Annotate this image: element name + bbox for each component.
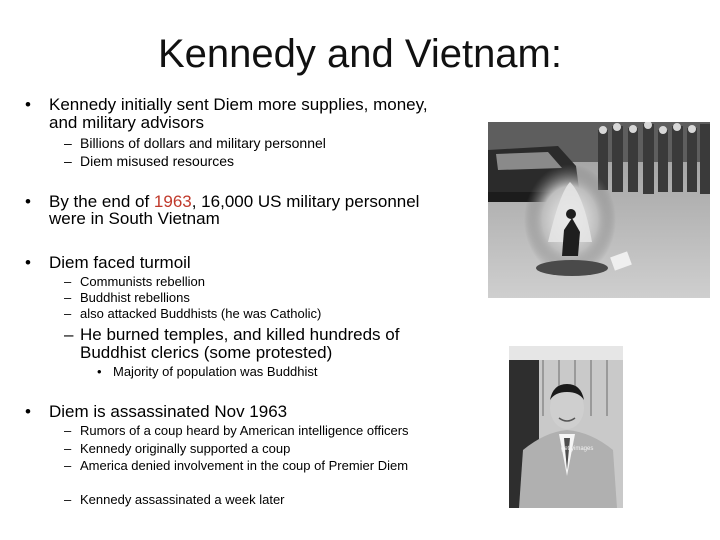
bullet-4-sub-2: Kennedy originally supported a coup (80, 441, 291, 456)
bullet-3-big-sub-line-1: He burned temples, and killed hundreds of (80, 325, 400, 344)
bullet-dot: • (25, 95, 31, 114)
bullet-3-sub-3: also attacked Buddhists (he was Catholic) (80, 306, 322, 321)
bullet-1-line-2: and military advisors (49, 113, 204, 132)
sub-dash: – (64, 325, 74, 344)
bullet-dot: • (97, 364, 102, 379)
sub-dash: – (64, 458, 72, 473)
sub-dash: – (64, 492, 72, 507)
sub-dash: – (64, 423, 72, 438)
bullet-1-line-1: Kennedy initially sent Diem more supplies, money, (49, 95, 428, 114)
diem-portrait-photo (509, 346, 623, 508)
bullet-4-last: Kennedy assassinated a week later (80, 492, 285, 507)
bullet-1-sub-2: Diem misused resources (80, 153, 235, 169)
sub-dash: – (64, 306, 72, 321)
bullet-3-line-1: Diem faced turmoil (49, 253, 191, 272)
sub-dash: – (64, 441, 72, 456)
bullet-3-subsub: Majority of population was Buddhist (113, 364, 318, 379)
bullet-4-sub-1: Rumors of a coup heard by American intelligence officers (80, 423, 409, 438)
bullet-dot: • (25, 402, 31, 421)
sub-dash: – (64, 290, 72, 305)
year-highlight: 1963 (153, 192, 192, 211)
burning-monk-photo (488, 122, 710, 298)
bullet-3-big-sub-line-2: Buddhist clerics (some protested) (80, 343, 333, 362)
bullet-2-line-1: By the end of 1963, 16,000 US military personnel (49, 192, 420, 211)
bullet-4-line-1: Diem is assassinated Nov 1963 (49, 402, 288, 421)
bullet-3-sub-1: Communists rebellion (80, 274, 205, 289)
bullet-dot: • (25, 192, 31, 211)
bullet-4-sub-3: America denied involvement in the coup of Premier Diem (80, 458, 409, 473)
bullet-dot: • (25, 253, 31, 272)
sub-dash: – (64, 274, 72, 289)
bullet-1-sub-1: Billions of dollars and military personnel (80, 135, 326, 151)
sub-dash: – (64, 135, 72, 151)
sub-dash: – (64, 153, 72, 169)
slide-title: Kennedy and Vietnam: (157, 32, 562, 76)
bullet-2-line-2: were in South Vietnam (49, 209, 220, 228)
bullet-3-sub-2: Buddhist rebellions (80, 290, 190, 305)
getty-watermark: gettyimages (561, 446, 594, 452)
